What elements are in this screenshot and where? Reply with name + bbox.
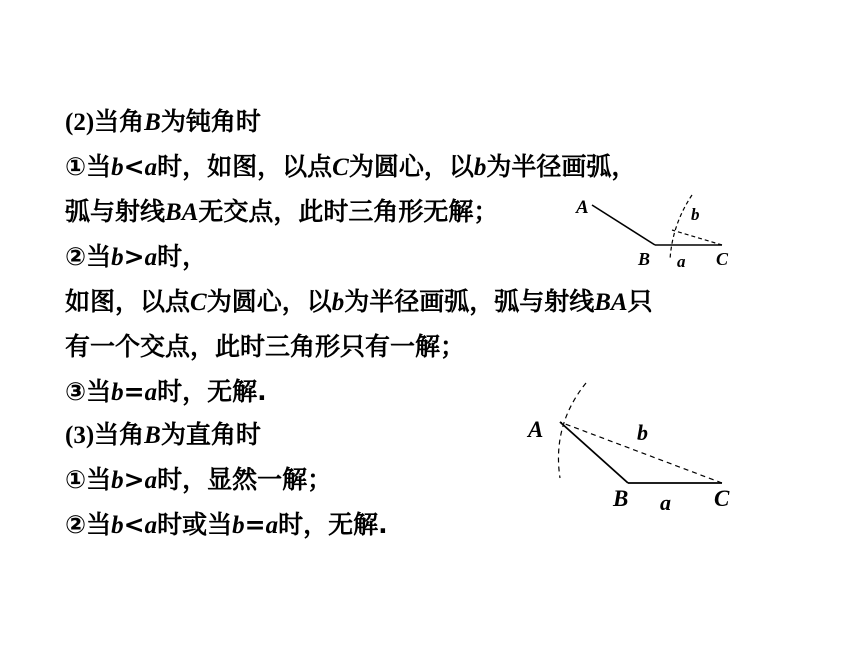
figure2-arc xyxy=(558,383,586,478)
figure1-dashed-b xyxy=(672,230,722,245)
figure1-arc xyxy=(670,195,692,260)
figure1-label-B: B xyxy=(638,249,651,269)
text-line-3: 弧与射线BA无交点，此时三角形无解； xyxy=(65,197,499,226)
figure1-label-A: A xyxy=(576,197,589,218)
figure1-segment-BA xyxy=(592,205,655,245)
text-line-6: 有一个交点，此时三角形只有一解； xyxy=(65,332,466,361)
figure2-label-b: b xyxy=(637,420,648,445)
figure2-label-B: B xyxy=(613,486,629,511)
figure2-segment-BA xyxy=(560,422,628,483)
figure1-label-b: b xyxy=(691,205,700,224)
text-line-10: ②当b<a时或当b=a时，无解. xyxy=(65,510,388,539)
text-line-9: ①当b>a时，显然一解； xyxy=(65,465,333,494)
figure2-label-a: a xyxy=(660,490,671,515)
figure2-label-A: A xyxy=(528,417,544,442)
text-line-1: (2)当角B为钝角时 xyxy=(65,107,261,136)
figure1-label-C: C xyxy=(716,249,729,269)
figure1-diagram xyxy=(592,195,722,260)
text-line-8: (3)当角B为直角时 xyxy=(65,420,261,449)
figure1-label-a: a xyxy=(677,252,686,271)
text-line-2: ①当b<a时，如图，以点C为圆心，以b为半径画弧， xyxy=(65,152,637,181)
figure2-label-C: C xyxy=(714,486,730,511)
text-line-4: ②当b>a时， xyxy=(65,242,208,271)
text-line-5: 如图，以点C为圆心，以b为半径画弧，弧与射线BA只 xyxy=(65,287,653,316)
text-line-7: ③当b=a时，无解. xyxy=(65,377,267,406)
